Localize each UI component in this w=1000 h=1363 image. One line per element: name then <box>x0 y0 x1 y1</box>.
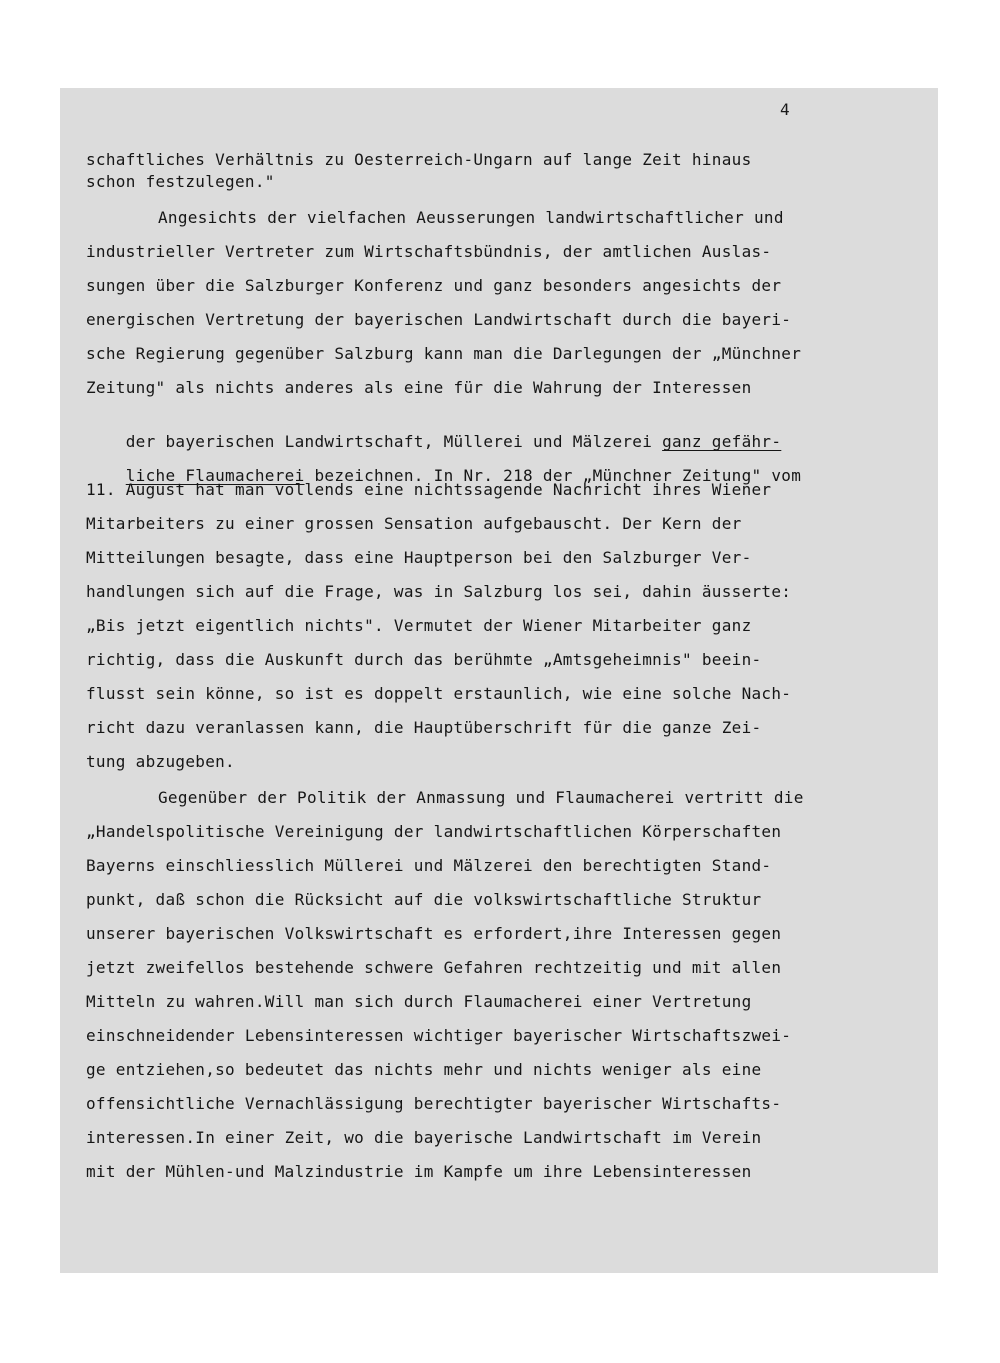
text-line: richtig, dass die Auskunft durch das berühmte „Amtsgeheimnis" beein- <box>86 650 762 669</box>
text-line: handlungen sich auf die Frage, was in Salzburg los sei, dahin äusserte: <box>86 582 792 601</box>
text-line: sche Regierung gegenüber Salzburg kann man die Darlegungen der „Münchner <box>86 344 802 363</box>
text-line: Angesichts der vielfachen Aeusserungen landwirtschaftlicher und <box>158 208 784 227</box>
page-number: 4 <box>780 100 790 119</box>
text-line: offensichtliche Vernachlässigung berechtigter bayerischer Wirtschafts- <box>86 1094 782 1113</box>
text-line: industrieller Vertreter zum Wirtschaftsbündnis, der amtlichen Auslas- <box>86 242 772 261</box>
text-line: schon festzulegen." <box>86 172 275 191</box>
text-line: „Handelspolitische Vereinigung der landwirtschaftlichen Körperschaften <box>86 822 782 841</box>
underlined-text: liche Flaumacherei <box>125 466 305 485</box>
text-span: bezeichnen. In Nr. 218 der „Münchner Zeitung" vom <box>304 466 802 485</box>
text-line: tung abzugeben. <box>86 752 235 771</box>
text-line: Gegenüber der Politik der Anmassung und Flaumacherei vertritt die <box>158 788 804 807</box>
text-line: 11. August hat man vollends eine nichtssagende Nachricht ihres Wiener <box>86 480 772 499</box>
text-line: energischen Vertretung der bayerischen Landwirtschaft durch die bayeri- <box>86 310 792 329</box>
text-line: einschneidender Lebensinteressen wichtiger bayerischer Wirtschaftszwei- <box>86 1026 792 1045</box>
underlined-text: ganz gefähr- <box>662 432 782 451</box>
text-line: jetzt zweifellos bestehende schwere Gefahren rechtzeitig und mit allen <box>86 958 782 977</box>
text-line: ge entziehen,so bedeutet das nichts mehr und nichts weniger als eine <box>86 1060 762 1079</box>
text-line: unserer bayerischen Volkswirtschaft es erfordert,ihre Interessen gegen <box>86 924 782 943</box>
text-line: Mitteln zu wahren.Will man sich durch Flaumacherei einer Vertretung <box>86 992 752 1011</box>
text-line: flusst sein könne, so ist es doppelt erstaunlich, wie eine solche Nach- <box>86 684 792 703</box>
text-line: punkt, daß schon die Rücksicht auf die volkswirtschaftliche Struktur <box>86 890 762 909</box>
text-line: „Bis jetzt eigentlich nichts". Vermutet der Wiener Mitarbeiter ganz <box>86 616 752 635</box>
text-line: Mitarbeiters zu einer grossen Sensation aufgebauscht. Der Kern der <box>86 514 742 533</box>
text-span: der bayerischen Landwirtschaft, Müllerei und Mälzerei <box>125 432 663 451</box>
typewritten-page <box>60 88 938 1273</box>
text-line: Zeitung" als nichts anderes als eine für die Wahrung der Interessen <box>86 378 752 397</box>
text-line: Mitteilungen besagte, dass eine Hauptperson bei den Salzburger Ver- <box>86 548 752 567</box>
text-line: schaftliches Verhältnis zu Oesterreich-Ungarn auf lange Zeit hinaus <box>86 150 752 169</box>
text-line: Bayerns einschliesslich Müllerei und Mälzerei den berechtigten Stand- <box>86 856 772 875</box>
text-line: interessen.In einer Zeit, wo die bayerische Landwirtschaft im Verein <box>86 1128 762 1147</box>
text-line: sungen über die Salzburger Konferenz und ganz besonders angesichts der <box>86 276 782 295</box>
text-line: mit der Mühlen-und Malzindustrie im Kampfe um ihre Lebensinteressen <box>86 1162 752 1181</box>
text-line: richt dazu veranlassen kann, die Hauptüberschrift für die ganze Zei- <box>86 718 762 737</box>
